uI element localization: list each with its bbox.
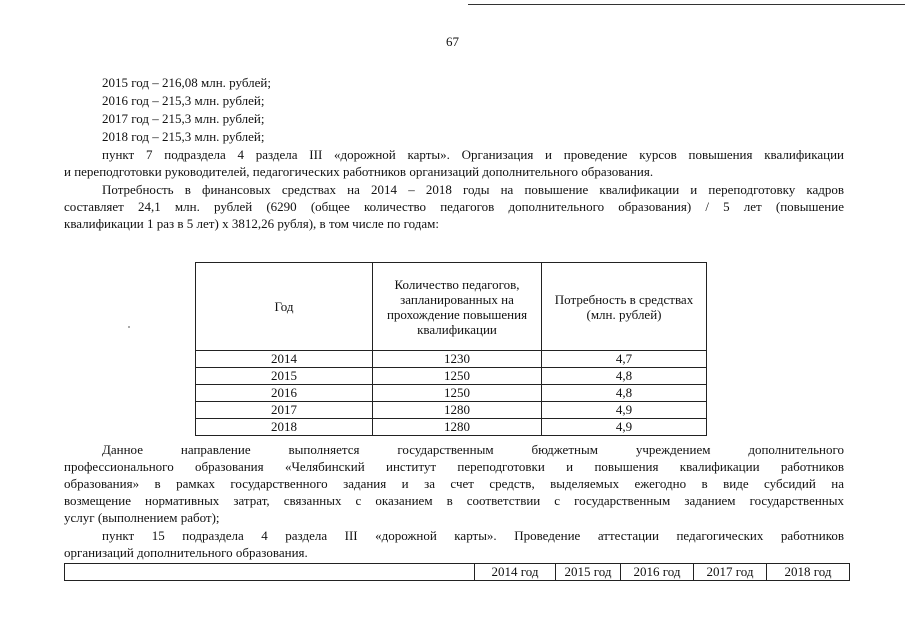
cell-teachers: 1230 xyxy=(373,351,542,368)
table-row xyxy=(196,385,707,402)
years-first-cell xyxy=(65,564,475,581)
cell-need: 4,7 xyxy=(542,351,707,368)
year-cell-2017: 2017 год xyxy=(694,564,767,581)
header-teachers xyxy=(373,263,542,351)
cell-year: 2017 xyxy=(196,402,373,419)
top-rule xyxy=(468,4,905,5)
header-need xyxy=(542,263,707,351)
table-row xyxy=(196,368,707,385)
year-cell-2015: 2015 год xyxy=(556,564,621,581)
year-cell-2014: 2014 год xyxy=(475,564,556,581)
cell-teachers: 1280 xyxy=(373,419,542,436)
cell-teachers: 1280 xyxy=(373,402,542,419)
year-line-2017: 2017 год – 215,3 млн. рублей; xyxy=(102,111,265,126)
scan-speck xyxy=(128,326,130,328)
cell-need: 4,9 xyxy=(542,419,707,436)
page-number: 67 xyxy=(446,34,459,49)
cell-teachers: 1250 xyxy=(373,385,542,402)
cell-year: 2016 xyxy=(196,385,373,402)
item7-line2: и переподготовки руководителей, педагогических работников организаций дополнительного образования. xyxy=(64,164,654,179)
qualification-need-table xyxy=(195,262,707,436)
years-header-row xyxy=(65,564,850,581)
table-row xyxy=(196,402,707,419)
table-row xyxy=(196,351,707,368)
need-para-line1: Потребность в финансовых средствах на 2014 – 2018 годы на повышение квалификации и переподготовку кадров xyxy=(102,182,844,197)
need-para-line2: составляет 24,1 млн. рублей (6290 (общее количество педагогов дополнительного образования) / 5 лет (повышение xyxy=(64,199,844,214)
year-line-2018: 2018 год – 215,3 млн. рублей; xyxy=(102,129,265,144)
item7-line1: пункт 7 подраздела 4 раздела III «дорожной карты». Организация и проведение курсов повышения квалификации xyxy=(102,147,844,162)
direction-para-line4: возмещение нормативных затрат, связанных с оказанием в соответствии с государственным заданием государственных xyxy=(64,493,844,508)
cell-year: 2018 xyxy=(196,419,373,436)
cell-need: 4,9 xyxy=(542,402,707,419)
direction-para-line2: профессионального образования «Челябинский институт переподготовки и повышения квалификации работников xyxy=(64,459,844,474)
header-need-text: Потребность в средствах (млн. рублей) xyxy=(554,291,694,322)
cell-need: 4,8 xyxy=(542,368,707,385)
item15-line2: организаций дополнительного образования. xyxy=(64,545,308,560)
year-cell-2018: 2018 год xyxy=(767,564,850,581)
header-year: Год xyxy=(196,263,373,351)
year-line-2016: 2016 год – 215,3 млн. рублей; xyxy=(102,93,265,108)
need-para-line3: квалификации 1 раз в 5 лет) х 3812,26 рубля), в том числе по годам: xyxy=(64,216,440,231)
table-header-row xyxy=(196,263,707,351)
table-row xyxy=(196,419,707,436)
attestation-years-table xyxy=(64,563,850,581)
year-cell-2016: 2016 год xyxy=(621,564,694,581)
year-line-2015: 2015 год – 216,08 млн. рублей; xyxy=(102,75,271,90)
cell-year: 2014 xyxy=(196,351,373,368)
header-teachers-text: Количество педагогов, запланированных на прохождение повышения квалификации xyxy=(386,276,528,337)
cell-year: 2015 xyxy=(196,368,373,385)
direction-para-line3: образования» в рамках государственного задания и за счет средств, выделяемых ежегодно в виде субсидий на xyxy=(64,476,844,491)
direction-para-line5: услуг (выполнением работ); xyxy=(64,510,220,525)
cell-teachers: 1250 xyxy=(373,368,542,385)
cell-need: 4,8 xyxy=(542,385,707,402)
direction-para-line1: Данное направление выполняется государственным бюджетным учреждением дополнительного xyxy=(102,442,844,457)
item15-line1: пункт 15 подраздела 4 раздела III «дорожной карты». Проведение аттестации педагогических работников xyxy=(102,528,844,543)
